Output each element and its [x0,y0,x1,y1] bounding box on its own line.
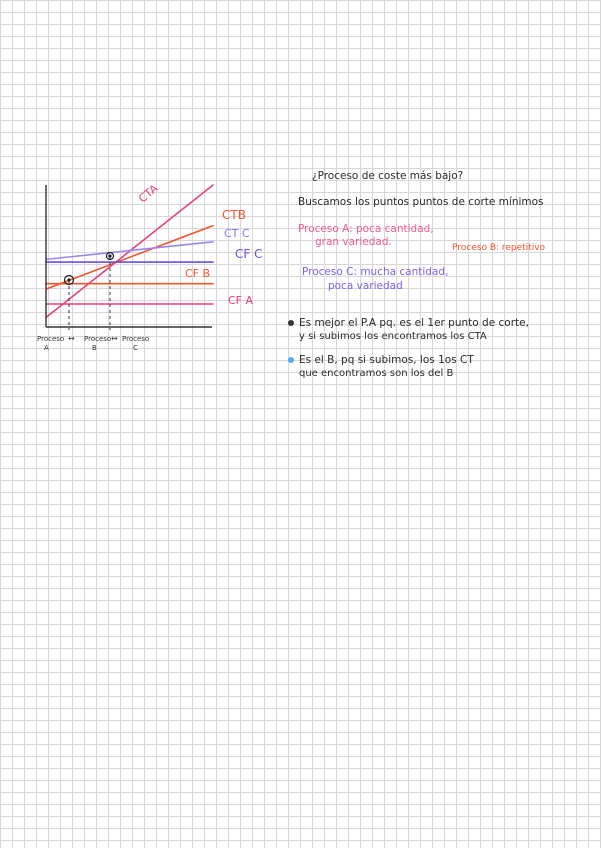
bullet-2-line1 [288,354,474,366]
x-tick-b-line2: B [92,344,97,352]
intersection-dot-2 [108,254,111,257]
label-cfc: CF C [235,247,263,261]
intersection-dot-1 [67,278,70,281]
label-ctb: CTB [222,208,246,222]
x-tick-b-line1: Proceso [84,335,112,343]
process-a-line1: Proceso A: poca cantidad, [298,223,434,235]
x-tick-a-line1: Proceso [37,335,65,343]
label-cfa: CF A [228,294,254,307]
bullet-1-line2: y si subimos los encontramos los CTA [299,331,487,342]
label-cfb: CF B [185,267,211,280]
bullet-dot-icon [288,357,294,363]
bullet-dot-icon [288,320,294,326]
x-tick-arrow-1: ↔ [68,334,75,343]
process-b: Proceso B: repetitivo [452,243,546,253]
bullet-2-line2: que encontramos son los del B [299,368,454,379]
x-tick-arrow-2: ↔ [111,334,118,343]
x-tick-a-line2: A [44,344,49,352]
bullet-1-text: Es mejor el P.A pq. es el 1er punto de corte, [299,317,529,329]
x-tick-c-line2: C [133,344,138,352]
label-ctc: CT C [224,227,250,240]
process-c-line2: poca variedad [328,280,403,292]
bullet-1-line1 [288,317,529,329]
process-c-line1: Proceso C: mucha cantidad, [302,266,449,278]
notes-title: ¿Proceso de coste más bajo? [312,170,464,182]
bullet-2-text: Es el B, pq si subimos, los 1os CT [299,354,474,366]
process-a-line2: gran variedad. [315,236,392,248]
label-cta: CTA [136,181,161,206]
x-tick-c-line1: Proceso [122,335,150,343]
notes-intro: Buscamos los puntos puntos de corte mínimos [298,196,544,208]
